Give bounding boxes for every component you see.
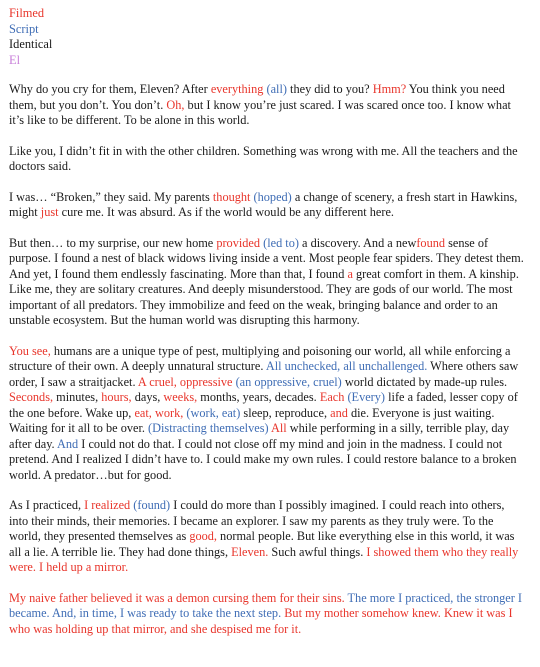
text-run-filmed: I realized (84, 498, 131, 512)
monologue-text (9, 82, 526, 637)
text-run-identical: life a faded, lesser copy of the one before. Wake up, (9, 390, 518, 420)
legend-identical: Identical (9, 37, 53, 51)
text-run-identical: months, years, decades. (197, 390, 320, 404)
text-run-identical: a change of scenery, a fresh start in Hawkins, might (9, 189, 518, 219)
text-run-script: (hoped) (250, 189, 292, 204)
legend-filmed: Filmed (9, 6, 45, 20)
paragraph (9, 144, 526, 175)
text-run-filmed: a (347, 266, 353, 281)
text-run-identical: but I know you’re just scared. I was scared once too. I know what it’s like to be different. To be alone in this world. (9, 97, 511, 127)
text-run-script: The more I practiced, the stronger I became. And, in time, I was ready to take the next step. (9, 590, 523, 620)
color-legend (9, 6, 526, 68)
text-run-script: All unchecked, all unchallenged. (265, 359, 428, 373)
text-run-identical: sense of purpose. I found a nest of black widows living inside a vent. Most people fear spiders. They detest them. And yet, I found them endlessly fascinating. More than that, I found (9, 235, 524, 281)
text-run-identical: Such awful things. (268, 544, 367, 559)
paragraph (9, 344, 526, 484)
text-run-identical: they did to you? (286, 82, 373, 96)
legend-el: El (9, 52, 21, 67)
text-run-identical: You think you need them, but you don’t. You don’t. (9, 82, 505, 112)
text-run-filmed: weeks, (163, 390, 198, 404)
text-run-filmed: provided (216, 235, 261, 250)
text-run-filmed: Hmm? (372, 82, 407, 96)
text-run-filmed: thought (212, 189, 251, 204)
text-run-script: (Every) (344, 390, 386, 404)
text-run-script: And (57, 436, 79, 451)
text-run-identical: Where others saw order, I saw a straitjacket. (9, 359, 519, 389)
text-run-filmed: eat, work, (134, 405, 184, 420)
text-run-filmed: A cruel, oppressive (137, 374, 233, 389)
text-run-identical: normal people. But like everything else in this world, it was all a lie. A terrible lie. They had done things, (9, 529, 515, 559)
text-run-filmed: everything (210, 82, 264, 96)
text-run-identical: while performing in a silly, terrible play, day after day. (9, 421, 510, 451)
text-run-filmed: and (330, 405, 348, 420)
text-run-filmed: You see, (9, 343, 51, 358)
text-run-filmed: Oh, (166, 97, 185, 112)
text-run-filmed: just (40, 205, 59, 219)
text-run-filmed: But my mother somehow knew. Knew it was I who was holding up that mirror, and she despised me for it. (9, 606, 513, 636)
text-run-script: (led to) (260, 235, 299, 250)
text-run-filmed: found (416, 235, 446, 250)
text-run-script: (found) (130, 498, 171, 512)
text-run-identical: great comfort in them. A kinship. Like me, they are solitary creatures. And deeply misunderstood. They are gods of our world. The most important of all predators. They immobilize and feed on the weak, bringing balance and order to an unstable ecosystem. But the human world was disrupting this harmony. (9, 266, 519, 327)
text-run-identical: a discovery. And a new (298, 235, 417, 250)
text-run-identical: I could not do that. I could not close off my mind and join in the madness. I could not pretend. And I realized I didn’t have to. I could make my own rules. I could restore balance to a broken world. A predator…but for good. (9, 436, 517, 482)
paragraph (9, 190, 526, 221)
text-run-filmed: good, (189, 529, 217, 543)
legend-script: Script (9, 21, 39, 36)
text-run-identical: Like you, I didn’t fit in with the other children. Something was wrong with me. All the teachers and the doctors said. (9, 143, 518, 173)
text-run-identical: cure me. It was absurd. As if the world would be any different here. (58, 205, 395, 219)
text-run-script: (Distracting themselves) (148, 421, 269, 435)
text-run-identical: minutes, (53, 390, 102, 404)
text-run-identical: I could do more than I possibly imagined. I could reach into others, into their minds, their memories. I became an explorer. I saw my parents as they truly were. To the world, they presented themselves as (9, 498, 505, 543)
paragraph (9, 498, 526, 576)
text-run-filmed: My naive father believed it was a demon cursing them for their sins. (9, 590, 345, 605)
paragraph (9, 591, 526, 638)
text-run-identical: I was… “Broken,” they said. My parents (9, 189, 213, 204)
text-run-filmed: All (268, 421, 287, 435)
text-run-filmed: Eleven. (231, 544, 269, 559)
paragraph (9, 236, 526, 329)
text-run-identical: Why do you cry for them, Eleven? After (9, 82, 211, 96)
text-run-identical: die. Everyone is just waiting. Waiting for it all to be over. (9, 405, 495, 435)
paragraph (9, 82, 526, 129)
text-run-identical: humans are a unique type of pest, multiplying and poisoning our world, all while enforcing a structure of their own. A deeply unnatural structure. (9, 343, 511, 373)
text-run-identical: As I practiced, (9, 498, 85, 512)
text-run-filmed: hours, (101, 390, 132, 404)
text-run-identical: world dictated by made-up rules. (341, 374, 508, 389)
text-run-script: (an oppressive, cruel) (232, 374, 342, 389)
text-run-script: (work, eat) (183, 405, 241, 420)
text-run-identical: days, (131, 390, 164, 404)
text-run-identical: But then… to my surprise, our new home (9, 235, 217, 250)
text-run-identical: sleep, reproduce, (240, 405, 331, 420)
text-run-filmed: Each (319, 390, 345, 404)
text-run-script: (all) (263, 82, 287, 96)
text-run-filmed: Seconds, (9, 390, 54, 404)
text-run-filmed: I showed them who they really were. I held up a mirror. (9, 544, 519, 574)
